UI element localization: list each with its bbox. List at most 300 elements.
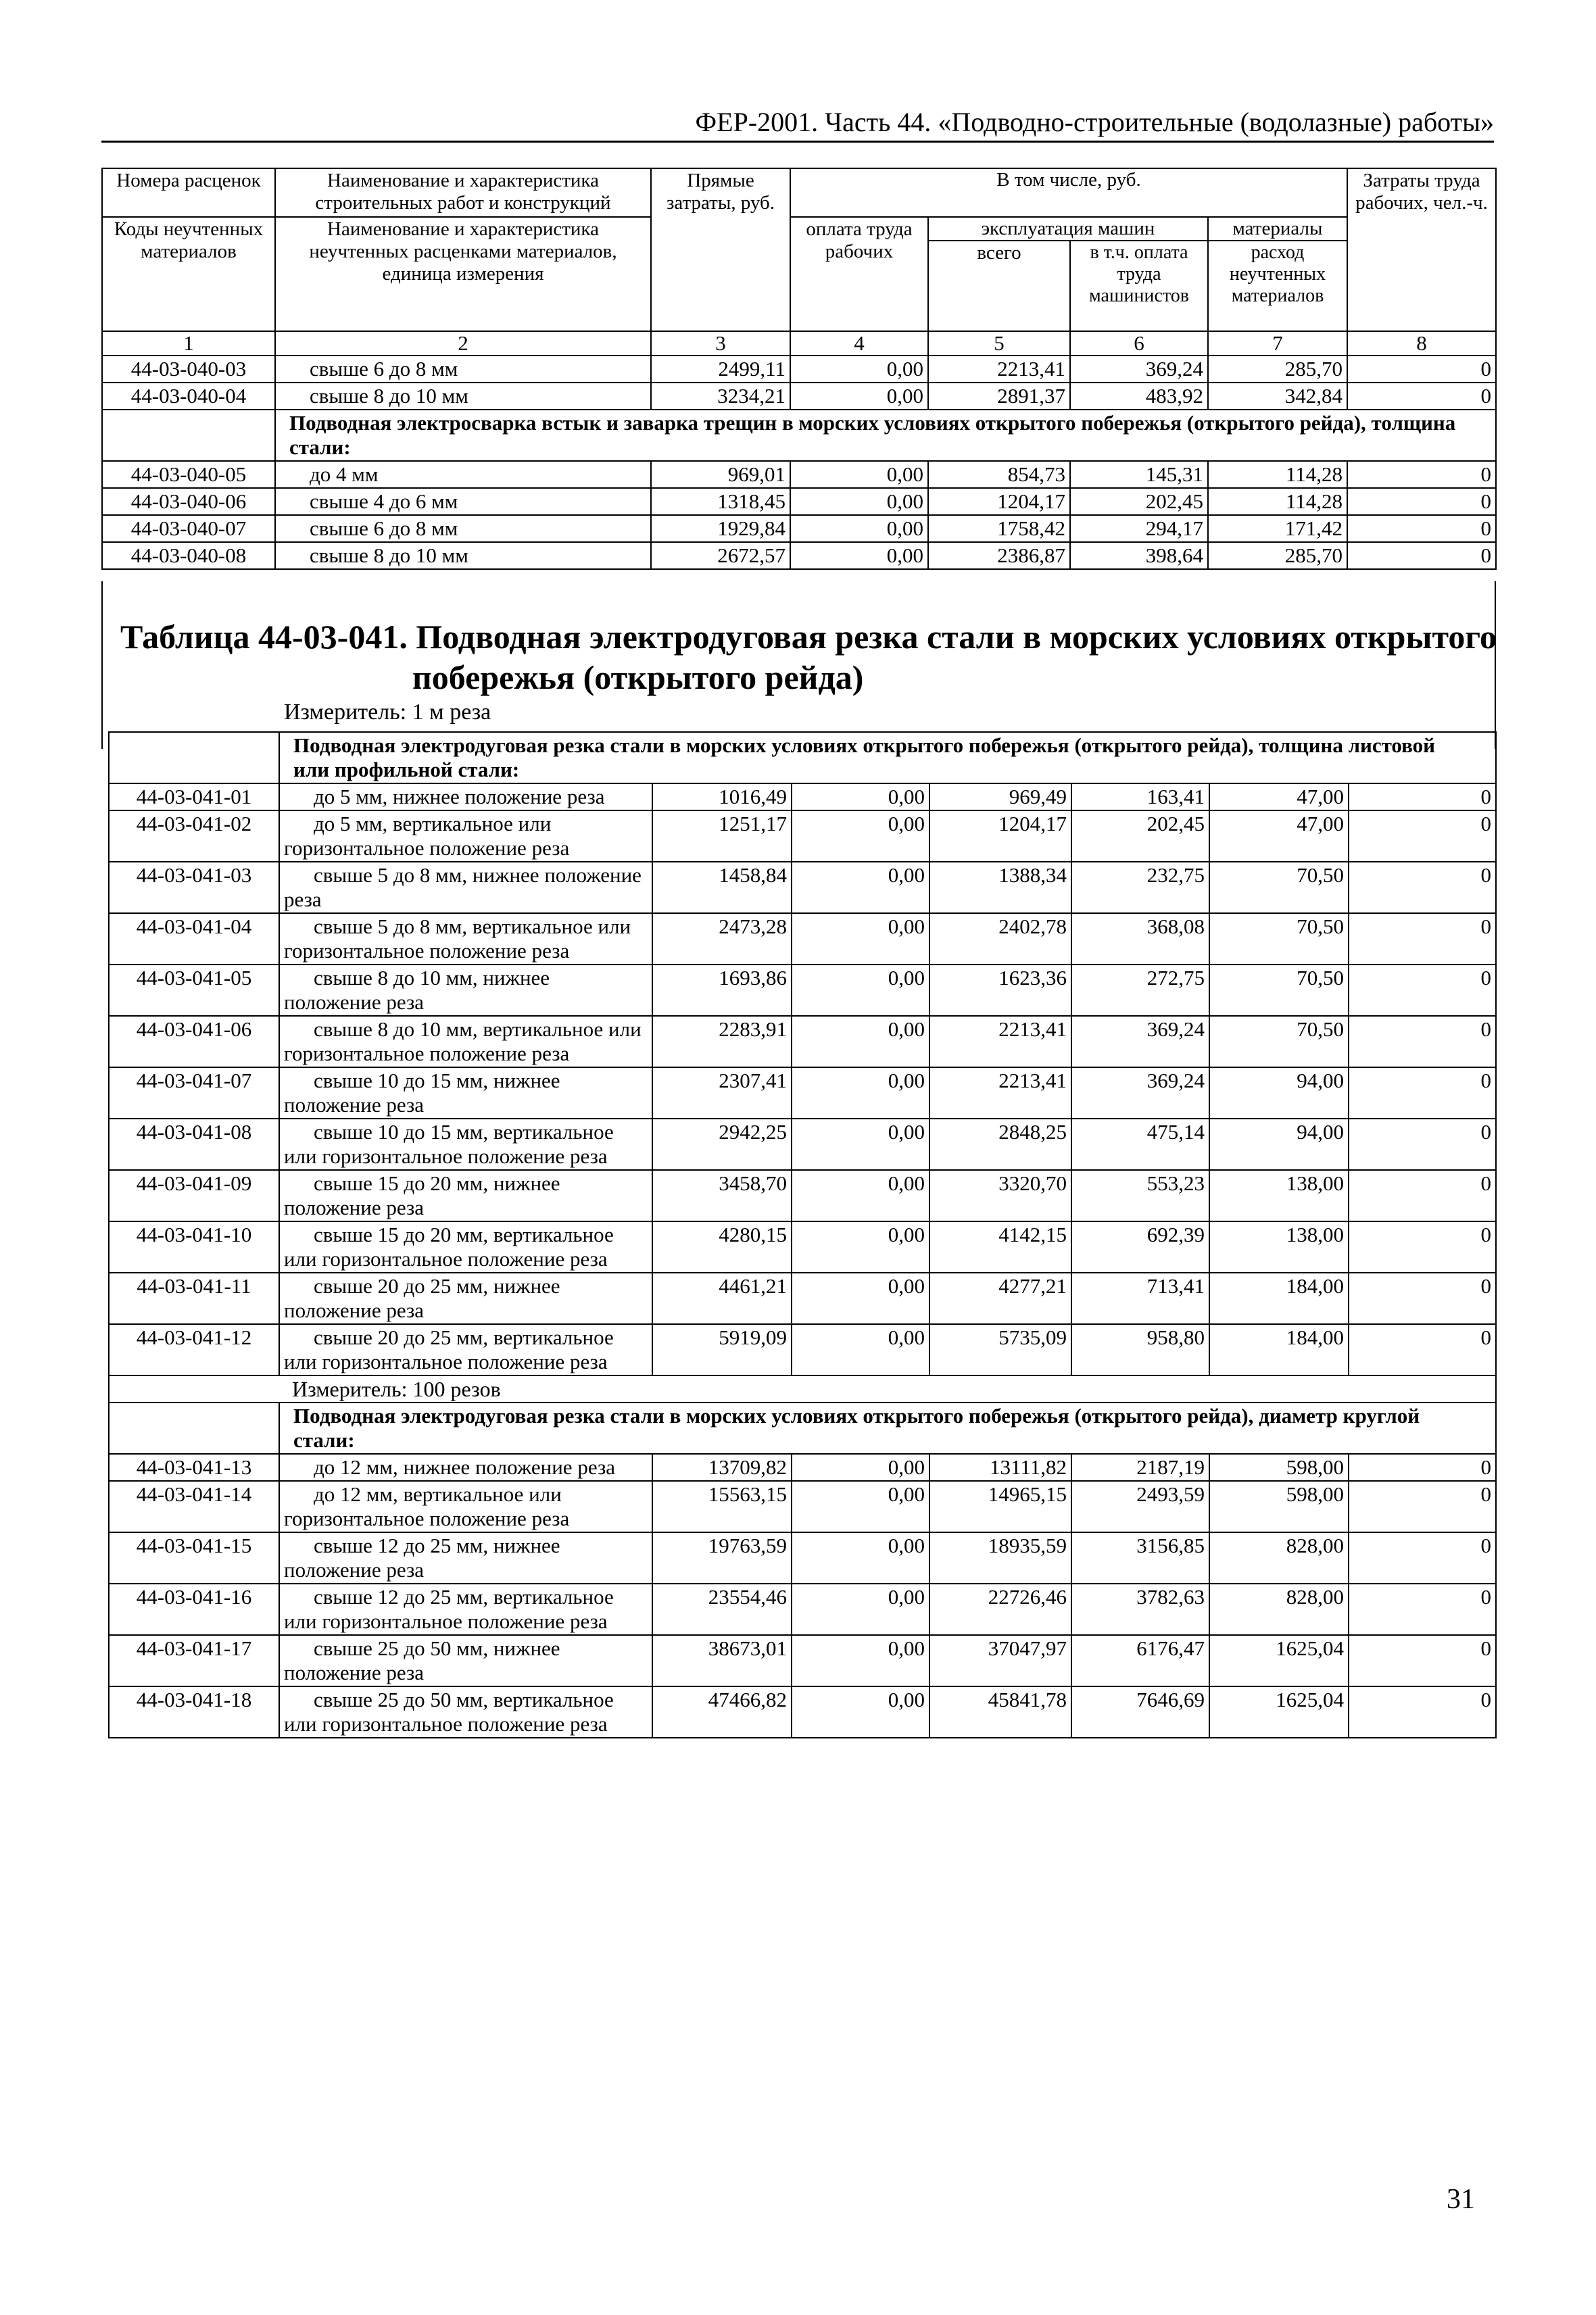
- value-labor: 0,00: [792, 1221, 929, 1273]
- rate-description-line1: свыше 5 до 8 мм, нижнее: [314, 863, 539, 887]
- col-header-mat-consumption: расход неучтенных материалов: [1208, 241, 1347, 331]
- value-direct: 2672,57: [651, 542, 790, 569]
- value-mat: 828,00: [1209, 1584, 1349, 1635]
- value-mach: 1388,34: [929, 862, 1071, 913]
- col-header-name-top: Наименование и характеристика строительных работ и конструкций: [275, 168, 651, 217]
- value-hours: 0: [1349, 1584, 1496, 1635]
- rate-description-line2: реза: [566, 785, 605, 808]
- value-mat: 1625,04: [1209, 1635, 1349, 1686]
- frame-left-rule: [101, 581, 103, 749]
- value-direct: 15563,15: [652, 1481, 792, 1532]
- rate-description-line2: положение реза: [284, 990, 424, 1014]
- rate-code: 44-03-041-10: [109, 1221, 279, 1273]
- value-labor: 0,00: [792, 1686, 929, 1738]
- value-labor: 0,00: [792, 1170, 929, 1221]
- value-direct: 4461,21: [652, 1273, 792, 1324]
- header-row-1: [102, 168, 1496, 217]
- section-title: Подводная электродуговая резка стали в морских условиях открытого побережья (открытого рейда), толщина листовой или профильной стали:: [279, 732, 1496, 783]
- rate-description: [279, 1170, 652, 1221]
- rate-description-line2: или горизонтальное положение реза: [284, 915, 631, 962]
- table-row: [109, 810, 1496, 862]
- rate-description-line2: положение реза: [284, 1558, 424, 1582]
- value-mach-labor: 294,17: [1070, 515, 1208, 542]
- value-mach: 14965,15: [929, 1481, 1071, 1532]
- value-mach-labor: 202,45: [1070, 488, 1208, 515]
- table-row: [109, 1221, 1496, 1273]
- rate-description-line2: положение реза: [284, 863, 642, 911]
- rate-description-line2: горизонтальное положение реза: [284, 836, 570, 860]
- value-mat: 1625,04: [1209, 1686, 1349, 1738]
- value-labor: 0,00: [792, 862, 929, 913]
- col-header-hours: Затраты труда рабочих, чел.-ч.: [1347, 168, 1496, 331]
- rate-description-line2: положение реза: [284, 1093, 424, 1117]
- value-mat: 70,50: [1209, 913, 1349, 965]
- value-hours: 0: [1349, 1532, 1496, 1584]
- table-row: [102, 515, 1496, 542]
- col-number: 5: [928, 331, 1070, 356]
- value-mach: 5735,09: [929, 1324, 1071, 1375]
- value-mat: 114,28: [1208, 488, 1347, 515]
- value-mach-labor: 7646,69: [1071, 1686, 1209, 1738]
- value-mach: 2213,41: [928, 356, 1070, 383]
- rate-description: [275, 542, 651, 569]
- value-mach-labor: 2493,59: [1071, 1481, 1209, 1532]
- value-mach-labor: 202,45: [1071, 810, 1209, 862]
- rate-code: 44-03-040-05: [102, 461, 275, 488]
- table-row: [109, 913, 1496, 965]
- value-labor: 0,00: [792, 1532, 929, 1584]
- value-mat: 114,28: [1208, 461, 1347, 488]
- value-hours: 0: [1347, 488, 1496, 515]
- value-direct: 47466,82: [652, 1686, 792, 1738]
- rate-description: [275, 488, 651, 515]
- section-blank: [109, 732, 279, 783]
- value-hours: 0: [1349, 1067, 1496, 1119]
- value-hours: 0: [1349, 1481, 1496, 1532]
- value-mach-labor: 272,75: [1071, 965, 1209, 1016]
- value-direct: 3458,70: [652, 1170, 792, 1221]
- rate-description: [275, 461, 651, 488]
- rate-description-line2: положение реза: [284, 1196, 424, 1219]
- rate-description-line2: вертикальное или горизонтальное положение реза: [284, 1688, 614, 1736]
- value-mat: 47,00: [1209, 783, 1349, 810]
- rate-description: [279, 1686, 652, 1738]
- value-hours: 0: [1347, 542, 1496, 569]
- value-hours: 0: [1349, 783, 1496, 810]
- table-row: [109, 783, 1496, 810]
- col-number: 1: [102, 331, 275, 356]
- rate-description: [279, 1273, 652, 1324]
- rate-description-line2: вертикальное или горизонтальное положение реза: [284, 1325, 614, 1373]
- section-blank: [102, 410, 275, 461]
- value-direct: 5919,09: [652, 1324, 792, 1375]
- value-labor: 0,00: [792, 783, 929, 810]
- rate-code: 44-03-041-04: [109, 913, 279, 965]
- rate-description-line2: вертикальное или горизонтальное положение реза: [284, 1017, 642, 1065]
- rate-code: 44-03-041-14: [109, 1481, 279, 1532]
- section-row: [109, 732, 1496, 783]
- rates-table-040: [101, 168, 1497, 570]
- rate-code: 44-03-040-04: [102, 383, 275, 410]
- table-title: [120, 616, 1499, 698]
- value-mach-labor: 369,24: [1070, 356, 1208, 383]
- col-header-codes-top: Номера расценок: [102, 168, 275, 217]
- value-hours: 0: [1349, 1170, 1496, 1221]
- value-direct: 3234,21: [651, 383, 790, 410]
- value-labor: 0,00: [792, 1584, 929, 1635]
- col-header-direct: Прямые затраты, руб.: [651, 168, 790, 331]
- col-number: 4: [790, 331, 928, 356]
- rate-code: 44-03-041-15: [109, 1532, 279, 1584]
- value-labor: 0,00: [792, 1324, 929, 1375]
- value-mach: 4142,15: [929, 1221, 1071, 1273]
- value-mach-labor: 3156,85: [1071, 1532, 1209, 1584]
- table-row: [109, 1273, 1496, 1324]
- value-hours: 0: [1349, 862, 1496, 913]
- rate-description: [275, 383, 651, 410]
- value-mat: 171,42: [1208, 515, 1347, 542]
- page-number: 31: [1447, 2184, 1475, 2215]
- value-labor: 0,00: [792, 1119, 929, 1170]
- table-row: [102, 488, 1496, 515]
- value-mach-labor: 145,31: [1070, 461, 1208, 488]
- value-mach-labor: 475,14: [1071, 1119, 1209, 1170]
- value-hours: 0: [1347, 383, 1496, 410]
- rate-description-line1: свыше 20 до 25 мм, нижнее: [314, 1274, 560, 1298]
- col-number: 2: [275, 331, 651, 356]
- rate-description-line2: вертикальное или горизонтальное положение реза: [284, 1120, 614, 1168]
- value-labor: 0,00: [790, 356, 928, 383]
- column-number-row: [102, 331, 1496, 356]
- value-hours: 0: [1347, 356, 1496, 383]
- rate-code: 44-03-041-13: [109, 1454, 279, 1481]
- value-mach: 1758,42: [928, 515, 1070, 542]
- value-mat: 70,50: [1209, 862, 1349, 913]
- value-direct: 1318,45: [651, 488, 790, 515]
- value-direct: 4280,15: [652, 1221, 792, 1273]
- measure-row: [109, 1375, 1496, 1403]
- value-mat: 138,00: [1209, 1221, 1349, 1273]
- value-mach-labor: 398,64: [1070, 542, 1208, 569]
- rate-description-line2: горизонтальное положение реза: [284, 1507, 570, 1530]
- col-number: 6: [1070, 331, 1208, 356]
- rate-description: [279, 1119, 652, 1170]
- header-row-2: [102, 217, 1496, 241]
- value-mach-labor: 163,41: [1071, 783, 1209, 810]
- rate-description-line1: свыше 12 до 25 мм,: [314, 1585, 489, 1609]
- section-title: Подводная электродуговая резка стали в морских условиях открытого побережья (открытого рейда), диаметр круглой стали:: [279, 1403, 1496, 1454]
- table-row: [109, 1119, 1496, 1170]
- value-direct: 1016,49: [652, 783, 792, 810]
- value-hours: 0: [1349, 965, 1496, 1016]
- value-hours: 0: [1349, 810, 1496, 862]
- col-number: 3: [651, 331, 790, 356]
- value-hours: 0: [1349, 1324, 1496, 1375]
- value-mach-labor: 483,92: [1070, 383, 1208, 410]
- value-direct: 1251,17: [652, 810, 792, 862]
- section-title: Подводная электросварка встык и заварка трещин в морских условиях открытого побережья (открытого рейда), толщина стали:: [275, 410, 1496, 461]
- rate-description-line1: свыше 15 до 20 мм, нижнее: [314, 1171, 560, 1195]
- table-row: [102, 356, 1496, 383]
- rate-code: 44-03-041-01: [109, 783, 279, 810]
- rate-description: [279, 1221, 652, 1273]
- rate-code: 44-03-041-07: [109, 1067, 279, 1119]
- value-hours: 0: [1349, 913, 1496, 965]
- value-mach-labor: 6176,47: [1071, 1635, 1209, 1686]
- value-labor: 0,00: [790, 542, 928, 569]
- rate-description-text: свыше 8 до 10 мм: [310, 543, 468, 567]
- value-hours: 0: [1349, 1221, 1496, 1273]
- table-row: [109, 1454, 1496, 1481]
- rate-code: 44-03-040-06: [102, 488, 275, 515]
- value-mat: 342,84: [1208, 383, 1347, 410]
- value-direct: 38673,01: [652, 1635, 792, 1686]
- rate-description: [279, 1532, 652, 1584]
- value-mach-labor: 958,80: [1071, 1324, 1209, 1375]
- value-mach-labor: 692,39: [1071, 1221, 1209, 1273]
- value-mach: 1204,17: [929, 810, 1071, 862]
- rate-description: [279, 965, 652, 1016]
- value-direct: 1693,86: [652, 965, 792, 1016]
- value-mat: 598,00: [1209, 1454, 1349, 1481]
- rate-description: [279, 1324, 652, 1375]
- rate-description: [279, 810, 652, 862]
- col-header-codes-bottom: Коды неучтенных материалов: [102, 217, 275, 331]
- value-mach-labor: 369,24: [1071, 1067, 1209, 1119]
- rate-code: 44-03-041-09: [109, 1170, 279, 1221]
- value-direct: 1458,84: [652, 862, 792, 913]
- value-mach-labor: 3782,63: [1071, 1584, 1209, 1635]
- rate-description-line1: свыше 8 до 10 мм, нижнее: [314, 966, 550, 990]
- table-row: [109, 1170, 1496, 1221]
- rate-description-line1: до 5 мм, вертикальное или: [314, 812, 552, 835]
- rate-description-text: свыше 6 до 8 мм: [310, 516, 458, 540]
- value-hours: 0: [1349, 1119, 1496, 1170]
- rate-description: [279, 1016, 652, 1067]
- rate-description-line2: реза: [577, 1455, 615, 1479]
- rate-description-line1: свыше 20 до 25 мм,: [314, 1325, 489, 1349]
- value-mach: 2891,37: [928, 383, 1070, 410]
- rate-description-line1: свыше 15 до 20 мм,: [314, 1223, 489, 1246]
- value-mach-labor: 369,24: [1071, 1016, 1209, 1067]
- value-direct: 19763,59: [652, 1532, 792, 1584]
- rate-description: [279, 1584, 652, 1635]
- rate-code: 44-03-041-02: [109, 810, 279, 862]
- rate-description: [279, 862, 652, 913]
- value-mach-labor: 368,08: [1071, 913, 1209, 965]
- table-row: [102, 542, 1496, 569]
- rate-description: [279, 1454, 652, 1481]
- value-direct: 2473,28: [652, 913, 792, 965]
- table-row: [109, 1686, 1496, 1738]
- rate-code: 44-03-041-08: [109, 1119, 279, 1170]
- rate-code: 44-03-041-12: [109, 1324, 279, 1375]
- section-row: [109, 1403, 1496, 1454]
- value-mach: 2386,87: [928, 542, 1070, 569]
- running-header: ФЕР-2001. Часть 44. «Подводно-строительные (водолазные) работы»: [101, 107, 1494, 143]
- value-mach-labor: 232,75: [1071, 862, 1209, 913]
- table-title-line2: побережья (открытого рейда): [412, 658, 864, 696]
- rate-code: 44-03-040-07: [102, 515, 275, 542]
- value-mach-labor: 713,41: [1071, 1273, 1209, 1324]
- value-direct: 2942,25: [652, 1119, 792, 1170]
- rate-description-line1: свыше 5 до 8 мм, вертикальное: [314, 915, 593, 938]
- rate-description: [279, 1635, 652, 1686]
- rate-description-line1: до 12 мм, нижнее положение: [314, 1455, 573, 1479]
- rate-code: 44-03-040-03: [102, 356, 275, 383]
- value-hours: 0: [1349, 1273, 1496, 1324]
- rate-code: 44-03-041-18: [109, 1686, 279, 1738]
- value-labor: 0,00: [792, 965, 929, 1016]
- value-mach: 13111,82: [929, 1454, 1071, 1481]
- value-mach: 2848,25: [929, 1119, 1071, 1170]
- value-mat: 184,00: [1209, 1273, 1349, 1324]
- value-mat: 138,00: [1209, 1170, 1349, 1221]
- col-header-materials: материалы: [1208, 217, 1347, 241]
- value-labor: 0,00: [790, 383, 928, 410]
- value-mach: 2213,41: [929, 1016, 1071, 1067]
- rates-table-041: [108, 731, 1497, 1738]
- value-mach: 22726,46: [929, 1584, 1071, 1635]
- value-mat: 94,00: [1209, 1067, 1349, 1119]
- rate-description: [279, 1481, 652, 1532]
- value-direct: 2283,91: [652, 1016, 792, 1067]
- value-mach: 2213,41: [929, 1067, 1071, 1119]
- value-labor: 0,00: [792, 1635, 929, 1686]
- col-header-group: В том числе, руб.: [790, 168, 1347, 217]
- value-mat: 184,00: [1209, 1324, 1349, 1375]
- rate-description-line1: до 5 мм, нижнее положение: [314, 785, 562, 808]
- table-row: [109, 1584, 1496, 1635]
- value-labor: 0,00: [792, 1016, 929, 1067]
- value-mach: 854,73: [928, 461, 1070, 488]
- value-labor: 0,00: [792, 1273, 929, 1324]
- value-labor: 0,00: [790, 488, 928, 515]
- measure-unit: Измеритель: 100 резов: [109, 1375, 1496, 1403]
- value-hours: 0: [1347, 461, 1496, 488]
- value-mat: 94,00: [1209, 1119, 1349, 1170]
- value-mach: 3320,70: [929, 1170, 1071, 1221]
- value-labor: 0,00: [792, 1454, 929, 1481]
- value-mat: 47,00: [1209, 810, 1349, 862]
- rate-description: [279, 1067, 652, 1119]
- table-row: [109, 1481, 1496, 1532]
- rate-description-text: свыше 6 до 8 мм: [310, 357, 458, 381]
- rate-description-line1: свыше 10 до 15 мм,: [314, 1120, 489, 1144]
- rate-description-line1: свыше 25 до 50 мм,: [314, 1688, 489, 1711]
- col-number: 7: [1208, 331, 1347, 356]
- value-mach: 2402,78: [929, 913, 1071, 965]
- rate-code: 44-03-041-05: [109, 965, 279, 1016]
- rate-description-text: свыше 4 до 6 мм: [310, 489, 458, 513]
- rate-description: [275, 356, 651, 383]
- rate-description-line2: вертикальное или горизонтальное положение реза: [284, 1585, 614, 1633]
- value-direct: 1929,84: [651, 515, 790, 542]
- value-hours: 0: [1349, 1686, 1496, 1738]
- value-mat: 598,00: [1209, 1481, 1349, 1532]
- value-mach: 969,49: [929, 783, 1071, 810]
- rate-description-line1: свыше 25 до 50 мм, нижнее: [314, 1636, 560, 1660]
- section-blank: [109, 1403, 279, 1454]
- rate-description-line2: вертикальное или горизонтальное положение реза: [284, 1223, 614, 1271]
- value-hours: 0: [1349, 1016, 1496, 1067]
- table-title-line1: Таблица 44-03-041. Подводная электродуговая резка стали в морских условиях открытого: [120, 618, 1497, 656]
- section-row: [102, 410, 1496, 461]
- value-direct: 23554,46: [652, 1584, 792, 1635]
- rate-description-text: свыше 8 до 10 мм: [310, 384, 468, 408]
- rate-code: 44-03-041-17: [109, 1635, 279, 1686]
- value-hours: 0: [1347, 515, 1496, 542]
- rate-code: 44-03-041-06: [109, 1016, 279, 1067]
- value-mat: 285,70: [1208, 356, 1347, 383]
- rate-code: 44-03-041-03: [109, 862, 279, 913]
- value-labor: 0,00: [790, 515, 928, 542]
- value-labor: 0,00: [792, 913, 929, 965]
- table-row: [109, 1067, 1496, 1119]
- value-mat: 70,50: [1209, 965, 1349, 1016]
- table-row: [109, 1324, 1496, 1375]
- col-number: 8: [1347, 331, 1496, 356]
- value-mat: 70,50: [1209, 1016, 1349, 1067]
- col-header-mach-labor: в т.ч. оплата труда машинистов: [1070, 241, 1208, 331]
- value-direct: 13709,82: [652, 1454, 792, 1481]
- measure-unit: Измеритель: 1 м реза: [284, 700, 491, 725]
- value-mach: 18935,59: [929, 1532, 1071, 1584]
- rate-description-line2: положение реза: [284, 1298, 424, 1322]
- value-direct: 2307,41: [652, 1067, 792, 1119]
- value-mach: 45841,78: [929, 1686, 1071, 1738]
- value-mat: 285,70: [1208, 542, 1347, 569]
- value-mach: 37047,97: [929, 1635, 1071, 1686]
- value-mat: 828,00: [1209, 1532, 1349, 1584]
- rate-description-line2: положение реза: [284, 1661, 424, 1684]
- table-row: [102, 461, 1496, 488]
- value-labor: 0,00: [792, 810, 929, 862]
- value-mach-labor: 553,23: [1071, 1170, 1209, 1221]
- table-row: [109, 1016, 1496, 1067]
- value-direct: 2499,11: [651, 356, 790, 383]
- value-mach: 1204,17: [928, 488, 1070, 515]
- table-row: [109, 862, 1496, 913]
- value-direct: 969,01: [651, 461, 790, 488]
- col-header-machines: эксплуатация машин: [928, 217, 1208, 241]
- rate-description-text: до 4 мм: [310, 462, 379, 486]
- table-row: [102, 383, 1496, 410]
- table-row: [109, 965, 1496, 1016]
- rate-code: 44-03-041-11: [109, 1273, 279, 1324]
- value-hours: 0: [1349, 1454, 1496, 1481]
- col-header-mach-total: всего: [928, 241, 1070, 331]
- value-mach: 4277,21: [929, 1273, 1071, 1324]
- value-labor: 0,00: [790, 461, 928, 488]
- col-header-name-bottom: Наименование и характеристика неучтенных расценками материалов, единица измерения: [275, 217, 651, 331]
- rate-description-line1: свыше 8 до 10 мм,: [314, 1017, 478, 1041]
- value-mach: 1623,36: [929, 965, 1071, 1016]
- rate-code: 44-03-040-08: [102, 542, 275, 569]
- table-row: [109, 1532, 1496, 1584]
- table-row: [109, 1635, 1496, 1686]
- rate-description: [279, 913, 652, 965]
- rate-code: 44-03-041-16: [109, 1584, 279, 1635]
- rate-description: [275, 515, 651, 542]
- value-labor: 0,00: [792, 1481, 929, 1532]
- rate-description: [279, 783, 652, 810]
- value-hours: 0: [1349, 1635, 1496, 1686]
- value-mach-labor: 2187,19: [1071, 1454, 1209, 1481]
- rate-description-line1: свыше 10 до 15 мм, нижнее: [314, 1069, 560, 1092]
- rate-description-line1: до 12 мм, вертикальное или: [314, 1482, 562, 1506]
- value-labor: 0,00: [792, 1067, 929, 1119]
